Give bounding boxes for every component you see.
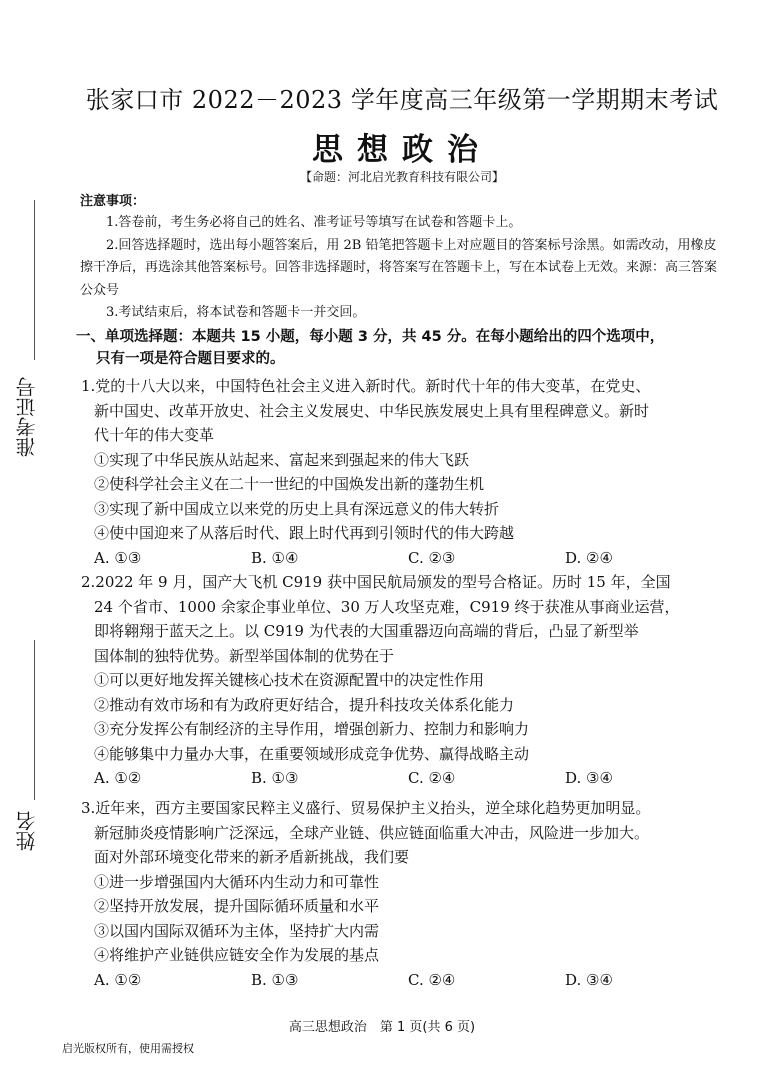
name-label: 姓名: [15, 811, 39, 851]
exam-title: 张家口市 2022－2023 学年度高三年级第一学期期末考试: [85, 86, 719, 114]
answer-choice-a: A. ①③: [94, 548, 142, 567]
question-option: ①可以更好地发挥关键核心技术在资源配置中的决定性作用: [94, 671, 485, 689]
credit-line: 【命题：河北启光教育科技有限公司】: [299, 170, 504, 184]
question-stem-line: 2.2022 年 9 月，国产大飞机 C919 获中国民航局颁发的型号合格证。历时 15 年，全国: [81, 573, 671, 591]
question-stem-line: 国体制的独特优势。新型举国体制的优势在于: [94, 646, 395, 665]
answer-choice-b: B. ①④: [251, 548, 299, 567]
notes-list: [80, 212, 720, 325]
answer-choice-c: C. ②③: [408, 548, 456, 567]
question-option: ②推动有效市场和有为政府更好结合，提升科技攻关体系化能力: [94, 695, 515, 714]
subject-title: 思想政治: [312, 132, 492, 168]
question-option: ①进一步增强国内大循环内生动力和可靠性: [94, 872, 380, 891]
question-option: ③实现了新中国成立以来党的历史上具有深远意义的伟大转折: [94, 499, 500, 518]
question-stem-line: 代十年的伟大变革: [94, 426, 215, 444]
exam-id-label: 准考证号: [15, 377, 39, 457]
section-heading-line: 一、单项选择题：本题共 15 小题，每小题 3 分，共 45 分。在每小题给出的四个选项中，: [76, 329, 665, 345]
answer-choices: [82, 766, 728, 791]
question-stem-line: 面对外部环境变化带来的新矛盾新挑战，我们要: [94, 848, 410, 866]
answer-choice-d: D. ②④: [565, 548, 613, 567]
question-option: ④能够集中力量办大事，在重要领域形成竞争优势、赢得战略主动: [94, 744, 530, 763]
answer-choice-b: B. ①③: [251, 769, 299, 787]
note-item: 3.考试结束后，将本试卷和答题卡一并交回。: [106, 305, 366, 320]
question-option: ②坚持开放发展，提升国际循环质量和水平: [94, 897, 380, 915]
note-item: 1.答卷前，考生务必将自己的姓名、准考证号等填写在试卷和答题卡上。: [106, 215, 522, 230]
question-2: [82, 570, 728, 791]
section-heading: [76, 326, 726, 370]
answer-choice-d: D. ③④: [565, 769, 613, 787]
binding-line-middle: [34, 640, 35, 800]
question-option: ④使中国迎来了从落后时代、跟上时代再到引领时代的伟大跨越: [94, 524, 515, 542]
question-option: ③充分发挥公有制经济的主导作用，增强创新力、控制力和影响力: [94, 720, 530, 738]
binding-line-top: [34, 200, 35, 360]
question-stem-line: 24 个省市、1000 余家企事业单位、30 万人攻坚克难，C919 终于获准从事商业运营，: [94, 597, 680, 616]
answer-choices: [82, 968, 728, 993]
copyright-notice: 启光版权所有，使用需授权: [62, 1042, 194, 1055]
question-option: ④将维护产业链供应链安全作为发展的基点: [94, 946, 380, 964]
answer-choices: [82, 546, 728, 571]
question-stem-line: 即将翱翔于蓝天之上。以 C919 为代表的大国重器迈向高端的背后，凸显了新型举: [94, 622, 639, 640]
question-3: [82, 796, 728, 992]
answer-choice-a: A. ①②: [94, 769, 142, 787]
question-stem-line: 3.近年来，西方主要国家民粹主义盛行、贸易保护主义抬头，逆全球化趋势更加明显。: [81, 799, 651, 817]
question-stem-line: 新中国史、改革开放史、社会主义发展史、中华民族发展史上具有里程碑意义。新时: [94, 401, 650, 420]
notes-title: 注意事项：: [80, 194, 146, 209]
answer-choice-b: B. ①③: [251, 970, 299, 989]
page-number: 高三思想政治 第 1 页(共 6 页): [288, 1020, 476, 1035]
answer-choice-d: D. ③④: [565, 970, 613, 989]
answer-choice-c: C. ②④: [408, 769, 456, 787]
note-item: 2.回答选择题时，选出每小题答案后，用 2B 铅笔把答题卡上对应题目的答案标号涂黑。如需改动，用橡皮擦干净后，再选涂其他答案标号。回答非选择题时，将答案写在答题卡上，写在本试卷上无效。来源：高三答案公众号: [80, 237, 718, 298]
question-option: ③以国内国际双循环为主体，坚持扩大内需: [94, 921, 380, 940]
question-option: ①实现了中华民族从站起来、富起来到强起来的伟大飞跃: [94, 450, 470, 469]
answer-choice-c: C. ②④: [408, 970, 456, 989]
section-heading-line: 只有一项是符合题目要求的。: [96, 351, 285, 367]
question-1: [82, 374, 728, 570]
question-stem-line: 新冠肺炎疫情影响广泛深远，全球产业链、供应链面临重大冲击，风险进一步加大。: [94, 823, 650, 842]
question-option: ②使科学社会主义在二十一世纪的中国焕发出新的蓬勃生机: [94, 475, 485, 493]
answer-choice-a: A. ①②: [94, 970, 142, 989]
question-stem-line: 1.党的十八大以来，中国特色社会主义进入新时代。新时代十年的伟大变革，在党史、: [81, 377, 651, 395]
